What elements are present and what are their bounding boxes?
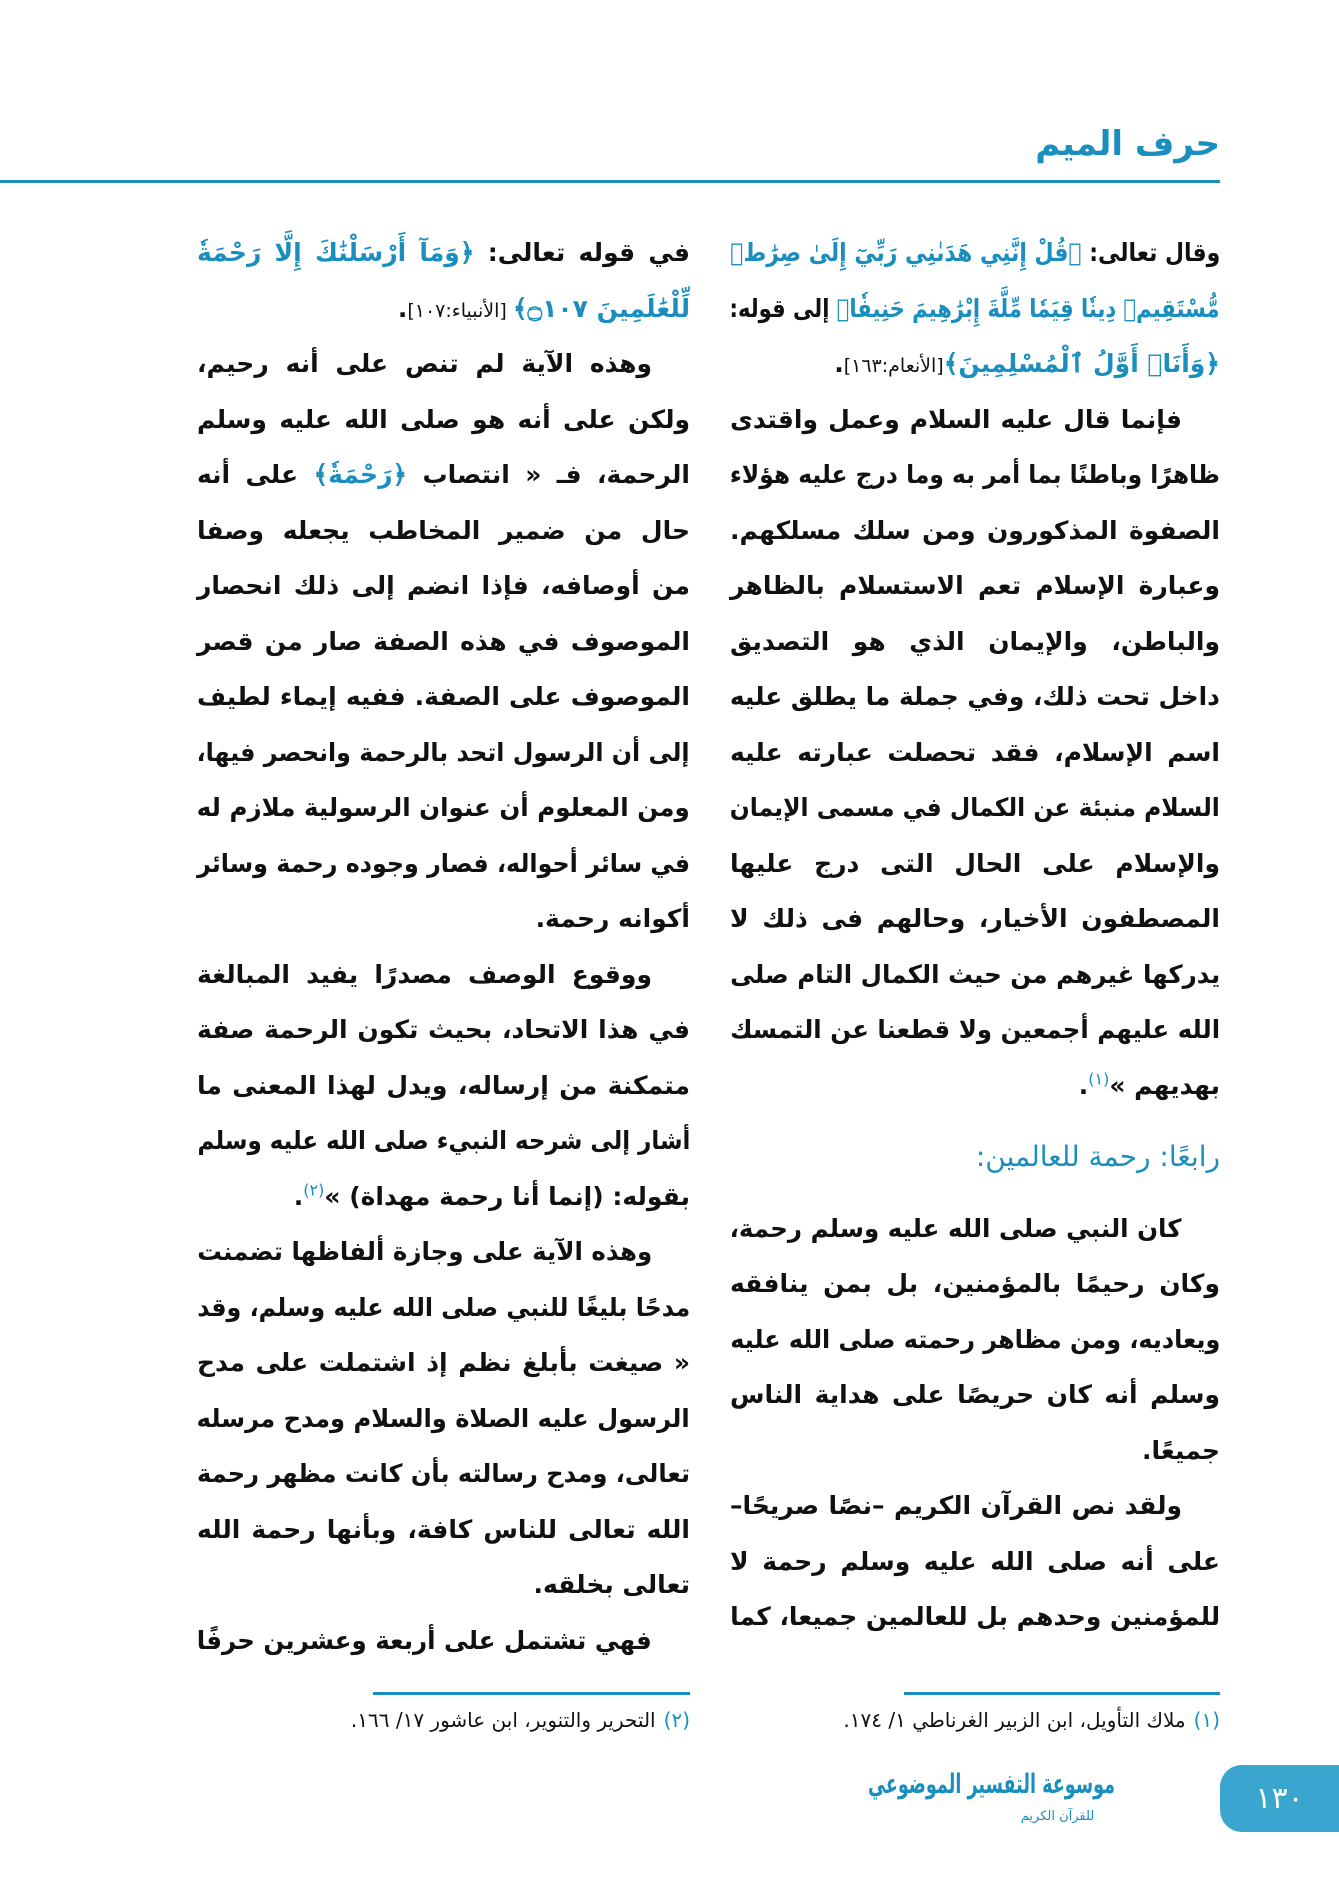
text-line-content: [197, 503, 690, 559]
quran-verse: ﴿وَمَآ أَرْسَلْنَٰكَ إِلَّا رَحْمَةٗ: [197, 238, 475, 267]
text-line: [730, 891, 1220, 947]
text-line-content: [197, 392, 690, 448]
text-line: [730, 503, 1220, 559]
text-line: [730, 1367, 1220, 1423]
body-text: ويعاديه، ومن مظاهر رحمته صلى الله عليه: [729, 1324, 1220, 1354]
footnote-1: [843, 1708, 1220, 1732]
footnote-marker: (٢): [303, 1180, 325, 1200]
text-line: [730, 669, 1220, 725]
body-text: »: [324, 1181, 350, 1211]
right-column-lines-2: [730, 1201, 1220, 1645]
body-text: اسم الإسلام، فقد تحصلت عبارته عليه: [730, 737, 1220, 767]
verse-reference: [الأنبياء:١٠٧]: [407, 299, 513, 322]
text-line: [197, 1113, 690, 1169]
text-line-content: [730, 947, 1220, 1003]
body-text: وكان رحيمًا بالمؤمنين، بل بمن ينافقه: [730, 1269, 1220, 1298]
text-line-content: [197, 891, 690, 947]
text-line: [197, 669, 690, 725]
text-line: [730, 225, 1220, 281]
text-line: [730, 1256, 1220, 1312]
text-line-content: [730, 1058, 1220, 1114]
body-text: (إنما أنا رحمة مهداة): [349, 1181, 604, 1211]
text-line-content: [197, 1113, 690, 1169]
text-line-content: [197, 447, 690, 503]
body-text: الله تعالى للناس كافة، وبأنها رحمة الله: [197, 1514, 690, 1544]
text-line-content: [730, 558, 1220, 614]
body-text: .: [1078, 1070, 1089, 1100]
footnote-number: (١): [1193, 1708, 1220, 1732]
body-text: وعبارة الإسلام تعم الاستسلام بالظاهر: [730, 571, 1220, 600]
text-line-content: [197, 1058, 690, 1114]
body-text: مدحًا بليغًا للنبي صلى الله عليه وسلم، وقد: [196, 1292, 690, 1322]
body-text: ومن المعلوم أن عنوان الرسولية ملازم له: [196, 793, 690, 822]
body-text: فإنما قال عليه السلام وعمل واقتدى: [730, 404, 1182, 434]
body-text: جميعًا.: [1142, 1435, 1220, 1465]
body-text: الله عليهم أجمعين ولا قطعنا عن التمسك: [730, 1015, 1220, 1044]
text-line: [197, 1613, 690, 1669]
text-line-content: [197, 780, 690, 836]
body-text: وهذه الآية لم تنص على أنه رحيم،: [197, 349, 652, 378]
text-line: [730, 836, 1220, 892]
body-text: تعالى بخلقه.: [533, 1570, 690, 1599]
text-line: [197, 392, 690, 448]
text-line-content: [197, 614, 690, 670]
text-line-content: [730, 1312, 1220, 1368]
text-line: [197, 1557, 690, 1613]
body-text: فهي تشتمل على أربعة وعشرين حرفًا: [196, 1625, 652, 1655]
text-line-content: [197, 281, 690, 340]
body-text: .: [834, 349, 844, 378]
text-line-content: [197, 1002, 690, 1058]
logo-title: موسوعة التفسير الموضوعي: [867, 1769, 1115, 1800]
quran-verse: مُّسْتَقِيمٖ دِينٗا قِيَمٗا مِّلَّةَ إِبْرَٰهِيمَ حَنِيفٗا﴾: [837, 293, 1220, 323]
text-line-content: [197, 1391, 690, 1447]
encyclopedia-logo: [867, 1762, 1181, 1840]
text-line: [197, 336, 690, 392]
text-line-content: [730, 503, 1220, 559]
quran-verse: لِّلْعَٰلَمِينَ ۝١٠٧﴾: [512, 293, 690, 323]
body-text: والباطن، والإيمان الذي هو التصديق: [730, 626, 1220, 656]
text-line: [197, 614, 690, 670]
body-text: ظاهرًا وباطنًا بما أمر به وما درج عليه هؤلاء: [729, 460, 1220, 489]
text-line: [730, 614, 1220, 670]
text-line-content: [730, 225, 1220, 281]
text-line: [197, 1169, 690, 1225]
text-line-content: [730, 1256, 1220, 1312]
text-line-content: [730, 836, 1220, 892]
body-text: على أنه صلى الله عليه وسلم رحمة لا: [730, 1546, 1220, 1576]
body-text: والإسلام على الحال التى درج عليها: [730, 848, 1220, 878]
text-line: [730, 1478, 1220, 1534]
body-text: كان النبي صلى الله عليه وسلم رحمة،: [730, 1213, 1182, 1243]
text-line: [730, 947, 1220, 1003]
body-text: في سائر أحواله، فصار وجوده رحمة وسائر: [197, 848, 690, 878]
text-line-content: [730, 281, 1220, 337]
text-line: [730, 725, 1220, 781]
text-line-content: [197, 1557, 690, 1613]
text-line-content: [730, 614, 1220, 670]
text-line: [197, 891, 690, 947]
body-text: بقوله:: [603, 1181, 690, 1211]
page-number: ١٣٠: [1220, 1765, 1339, 1832]
body-text: ولقد نص القرآن الكريم –نصًا صريحًا–: [730, 1491, 1182, 1520]
text-line: [197, 780, 690, 836]
text-line: [197, 1502, 690, 1558]
text-line-content: [730, 336, 1220, 395]
text-line-content: [730, 1534, 1220, 1590]
text-line: [197, 447, 690, 503]
quran-verse: ﴿رَحْمَةٗ﴾: [313, 460, 408, 489]
body-text: من أوصافه، فإذا انضم إلى ذلك انحصار: [197, 571, 690, 600]
text-line: [730, 1534, 1220, 1590]
text-line: [730, 336, 1220, 392]
header-divider: [0, 180, 1220, 183]
footnote-number: (٢): [663, 1708, 690, 1732]
text-line: [730, 392, 1220, 448]
text-line-content: [730, 669, 1220, 725]
text-line-content: [730, 392, 1182, 448]
body-text: .: [397, 293, 408, 323]
text-line: [197, 1058, 690, 1114]
quran-verse: ﴿وَأَنَا۠ أَوَّلُ ٱلْمُسْلِمِينَ﴾: [943, 349, 1220, 378]
body-text: في قوله تعالى:: [474, 238, 690, 267]
footnote-marker: (١): [1088, 1069, 1110, 1089]
body-text: .: [293, 1181, 304, 1211]
text-line: [197, 503, 690, 559]
body-text: إلى قوله:: [729, 293, 838, 323]
body-text: متمكنة من إرساله، ويدل لهذا المعنى ما: [197, 1070, 690, 1100]
body-text: وهذه الآية على وجازة ألفاظها تضمنت: [197, 1237, 652, 1266]
text-line: [197, 947, 690, 1003]
text-line-content: [197, 725, 690, 781]
text-line-content: [197, 336, 652, 392]
text-line: [730, 447, 1220, 503]
text-line-content: [730, 1478, 1182, 1534]
text-line-content: [197, 1446, 690, 1502]
body-text: السلام منبئة عن الكمال في مسمى الإيمان: [729, 793, 1220, 822]
text-line-content: [197, 669, 690, 725]
body-text: تعالى، ومدح رسالته بأن كانت مظهر رحمة: [196, 1459, 690, 1488]
body-text: أشار إلى شرحه النبيء صلى الله عليه وسلم: [197, 1126, 690, 1155]
text-line-content: [730, 891, 1220, 947]
body-text: وسلم أنه كان حريصًا على هداية الناس: [730, 1380, 1220, 1409]
text-line-content: [730, 1002, 1220, 1058]
text-line: [197, 558, 690, 614]
text-line-content: [197, 1335, 690, 1391]
text-line: [197, 1002, 690, 1058]
logo-subtitle: للقرآن الكريم: [1020, 1809, 1095, 1824]
body-text: ولكن على أنه هو صلى الله عليه وسلم: [197, 404, 690, 434]
text-line-content: [730, 1589, 1220, 1645]
body-text: الصفوة المذكورون ومن سلك مسلكهم.: [730, 515, 1220, 545]
text-line-content: [197, 225, 690, 281]
text-line-content: [730, 725, 1220, 781]
text-line: [730, 1002, 1220, 1058]
text-line: [730, 1058, 1220, 1114]
text-line: [730, 1589, 1220, 1645]
body-text: على أنه: [197, 460, 314, 489]
verse-reference: [الأنعام:١٦٣]: [843, 355, 944, 377]
left-column: [197, 225, 690, 1668]
text-line: [197, 725, 690, 781]
text-line: [197, 1446, 690, 1502]
text-line-content: [197, 947, 652, 1003]
text-line-content: [197, 1224, 652, 1280]
body-text: الرحمة، فـ « انتصاب: [407, 460, 690, 489]
chapter-title: حرف الميم: [1035, 124, 1220, 164]
text-line-content: [197, 1613, 652, 1669]
text-line: [197, 1280, 690, 1336]
body-text: الموصوف على الصفة. ففيه إيماء لطيف: [197, 682, 690, 711]
text-line: [197, 1391, 690, 1447]
left-column-lines: [197, 225, 690, 1668]
body-text: الموصوف في هذه الصفة صار من قصر: [197, 626, 690, 656]
text-line: [197, 1335, 690, 1391]
text-line: [197, 281, 690, 337]
body-text: الرسول عليه الصلاة والسلام ومدح مرسله: [197, 1403, 690, 1433]
text-line: [730, 780, 1220, 836]
right-column-lines: [730, 225, 1220, 1113]
text-line: [197, 836, 690, 892]
text-line-content: [730, 1201, 1182, 1257]
text-line: [730, 281, 1220, 337]
body-text: حال من ضمير المخاطب يجعله وصفا: [197, 515, 690, 545]
text-line-content: [730, 780, 1220, 836]
right-column: [730, 225, 1220, 1645]
footnote-text: ملاك التأويل، ابن الزبير الغرناطي ١/ ١٧٤.: [843, 1708, 1186, 1732]
body-text: يدركها غيرهم من حيث الكمال التام صلى: [730, 959, 1220, 989]
text-line-content: [197, 558, 690, 614]
quran-verse: ﴿قُلْ إِنَّنِي هَدَىٰنِي رَبِّيٓ إِلَىٰ صِرَٰطٖ: [729, 238, 1082, 267]
body-text: « صيغت بأبلغ نظم إذ اشتملت على مدح: [197, 1348, 690, 1377]
text-line: [730, 1423, 1220, 1479]
text-line: [197, 225, 690, 281]
text-line: [730, 1201, 1220, 1257]
text-line-content: [730, 447, 1220, 503]
text-line-content: [730, 1423, 1220, 1479]
footnote-divider-right: [904, 1692, 1220, 1695]
text-line: [730, 558, 1220, 614]
footnote-text: التحرير والتنوير، ابن عاشور ١٧/ ١٦٦.: [350, 1708, 656, 1732]
body-text: للمؤمنين وحدهم بل للعالمين جميعا، كما: [729, 1602, 1220, 1631]
footnote-2: [351, 1708, 690, 1732]
text-line-content: [197, 1169, 690, 1225]
text-line: [197, 1224, 690, 1280]
body-text: داخل تحت ذلك، وفي جملة ما يطلق عليه: [729, 682, 1220, 711]
body-text: بهديهم »: [1109, 1070, 1220, 1100]
footnote-divider-left: [373, 1692, 690, 1695]
body-text: في هذا الاتحاد، بحيث تكون الرحمة صفة: [197, 1015, 690, 1044]
text-line-content: [730, 1367, 1220, 1423]
text-line-content: [197, 1280, 690, 1336]
section-heading: رابعًا: رحمة للعالمين:: [975, 1140, 1220, 1173]
text-line-content: [197, 1502, 690, 1558]
body-text: ووقوع الوصف مصدرًا يفيد المبالغة: [197, 959, 652, 989]
body-text: وقال تعالى:: [1081, 238, 1220, 267]
body-text: المصطفون الأخيار، وحالهم فى ذلك لا: [730, 904, 1220, 933]
body-text: أكوانه رحمة.: [535, 904, 690, 933]
text-line: [730, 1312, 1220, 1368]
text-line-content: [197, 836, 690, 892]
body-text: إلى أن الرسول اتحد بالرحمة وانحصر فيها،: [196, 737, 690, 767]
logo-title-row: [867, 1762, 1181, 1808]
